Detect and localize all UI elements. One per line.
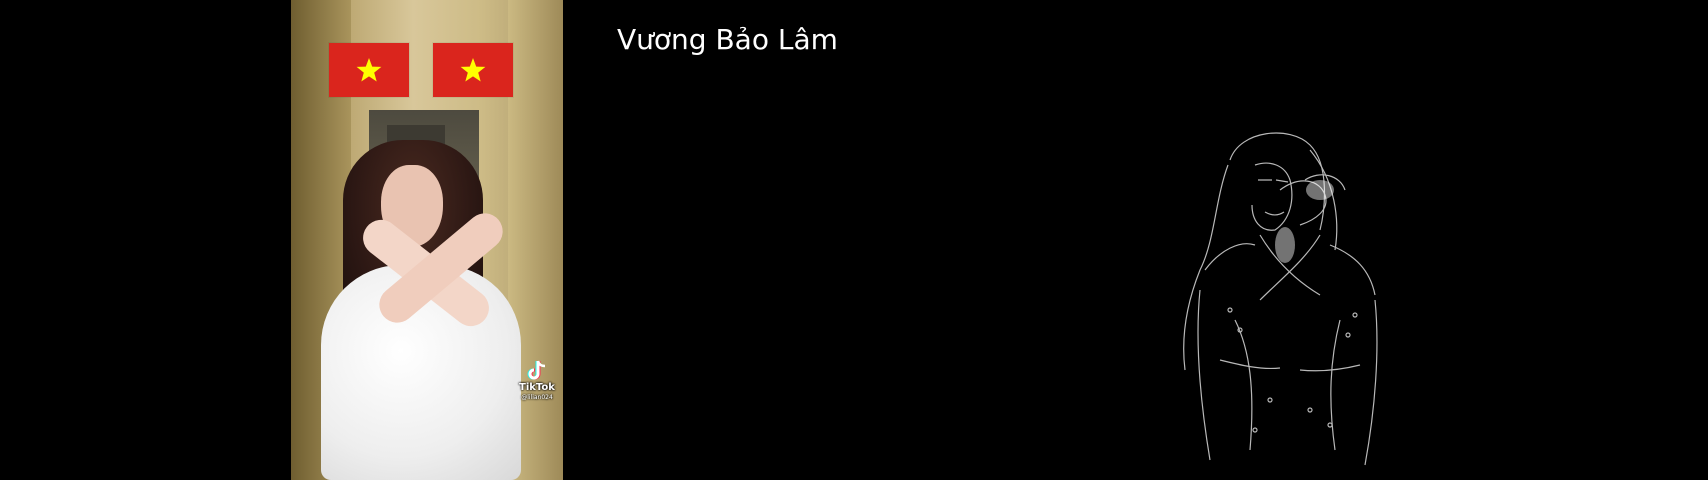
- tiktok-watermark: [515, 360, 559, 402]
- edge-detection-figure: [1160, 120, 1420, 480]
- star-icon: [356, 57, 382, 83]
- tiktok-note-icon: [527, 360, 547, 382]
- vietnam-flag-2: [433, 43, 513, 97]
- tiktok-brand-label: TikTok: [519, 382, 555, 393]
- vietnam-flag-1: [329, 43, 409, 97]
- video-title: Vương Bảo Lâm: [617, 23, 838, 56]
- star-icon: [460, 57, 486, 83]
- dance-video-panel: [291, 0, 563, 480]
- tiktok-handle-label: @lilian024: [521, 394, 553, 401]
